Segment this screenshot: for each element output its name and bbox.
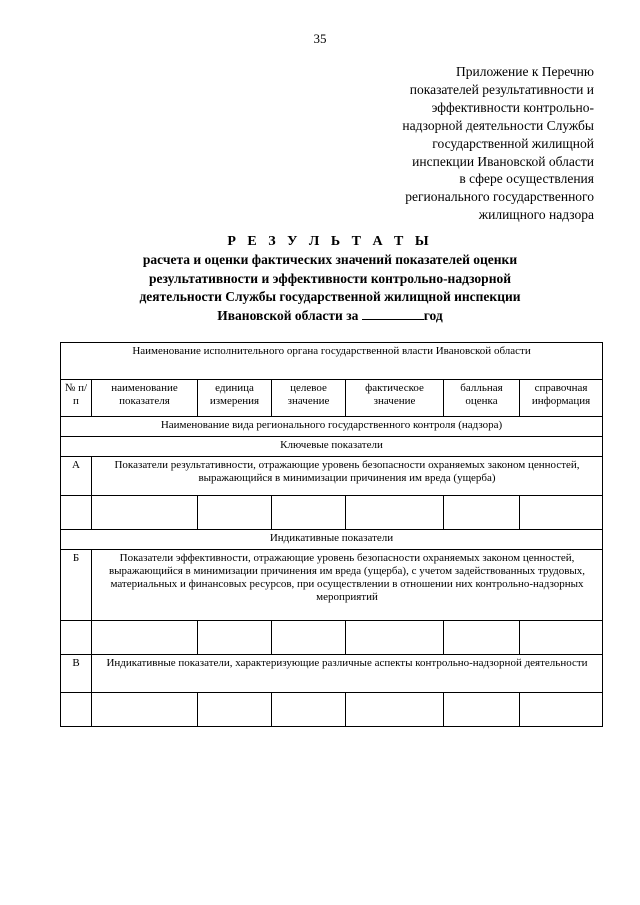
appendix-line: регионального государственного [405,189,594,205]
empty-cell[interactable] [444,496,520,530]
document-subtitle-line: результативности и эффективности контрольно-надзорной [149,270,511,286]
section-a-row [61,457,603,496]
appendix-line: эффективности контрольно- [431,99,594,115]
page-number: 35 [313,31,327,46]
indicative-row [61,530,603,550]
empty-row [61,621,603,655]
control-type-cell: Наименование вида регионального государственного контроля (надзора) [61,417,603,437]
header-row [61,380,603,417]
empty-cell[interactable] [346,621,444,655]
empty-cell[interactable] [520,496,603,530]
org-name-cell: Наименование исполнительного органа государственной власти Ивановской области [61,343,603,380]
appendix-line: надзорной деятельности Службы [402,117,594,133]
empty-cell[interactable] [272,621,346,655]
empty-cell[interactable] [444,621,520,655]
appendix-line: Приложение к Перечню [455,64,594,79]
empty-cell[interactable] [92,693,198,727]
section-c-code: В [61,655,92,693]
appendix-line: жилищного надзора [478,207,594,223]
appendix-line: в сфере осуществления [459,171,594,187]
header-score: балльная оценка [444,380,520,417]
empty-cell[interactable] [272,496,346,530]
empty-row [61,693,603,727]
control-type-row [61,417,603,437]
org-row [61,343,603,380]
empty-cell[interactable] [92,496,198,530]
header-num: № п/п [61,380,92,417]
section-b-text: Показатели эффективности, отражающие уровень безопасности охраняемых законом ценностей, выражающийся в минимизации причинения им вреда (ущерба), с учетом задействованных трудовых, материальных и финансовых ресурсов, при осуществлении в отношении них контрольно-надзорных мероприятий [92,550,603,621]
subtitle-prefix: Ивановской области за [217,307,362,323]
appendix-line: инспекции Ивановской области [412,153,594,169]
subtitle-suffix: год [423,307,443,323]
empty-cell[interactable] [444,693,520,727]
empty-cell[interactable] [61,496,92,530]
empty-cell[interactable] [198,693,272,727]
document-heading [60,233,600,325]
header-unit: единица измерения [198,380,272,417]
header-actual: фактическое значение [346,380,444,417]
section-b-code: Б [61,550,92,621]
empty-cell[interactable] [520,621,603,655]
section-a-code: А [61,457,92,496]
empty-row [61,496,603,530]
key-indicators-cell: Ключевые показатели [61,437,603,457]
empty-cell[interactable] [61,693,92,727]
year-blank-field [362,308,424,320]
empty-cell[interactable] [198,621,272,655]
appendix-line: государственной жилищной [432,135,594,151]
document-subtitle-line: расчета и оценки фактических значений показателей оценки [142,252,518,267]
empty-cell[interactable] [272,693,346,727]
document-subtitle-line: деятельности Службы государственной жилищной инспекции [139,289,521,304]
empty-cell[interactable] [92,621,198,655]
section-c-text: Индикативные показатели, характеризующие различные аспекты контрольно-надзорной деятельности [92,655,603,693]
header-reference: справочная информация [520,380,603,417]
document-subtitle-last-line [60,307,600,326]
empty-cell[interactable] [346,496,444,530]
header-name: наименование показателя [92,380,198,417]
key-indicators-row [61,437,603,457]
results-table [60,342,603,727]
appendix-line: показателей результативности и [409,81,594,97]
section-c-row [61,655,603,693]
indicative-cell: Индикативные показатели [61,530,603,550]
header-target: целевое значение [272,380,346,417]
empty-cell[interactable] [346,693,444,727]
empty-cell[interactable] [198,496,272,530]
appendix-note [360,63,594,224]
document-title: Р Е З У Л Ь Т А Т Ы [227,234,433,249]
empty-cell[interactable] [520,693,603,727]
empty-cell[interactable] [61,621,92,655]
section-a-text: Показатели результативности, отражающие уровень безопасности охраняемых законом ценностей, выражающийся в минимизации причинения им вреда (ущерба) [92,457,603,496]
section-b-row [61,550,603,621]
